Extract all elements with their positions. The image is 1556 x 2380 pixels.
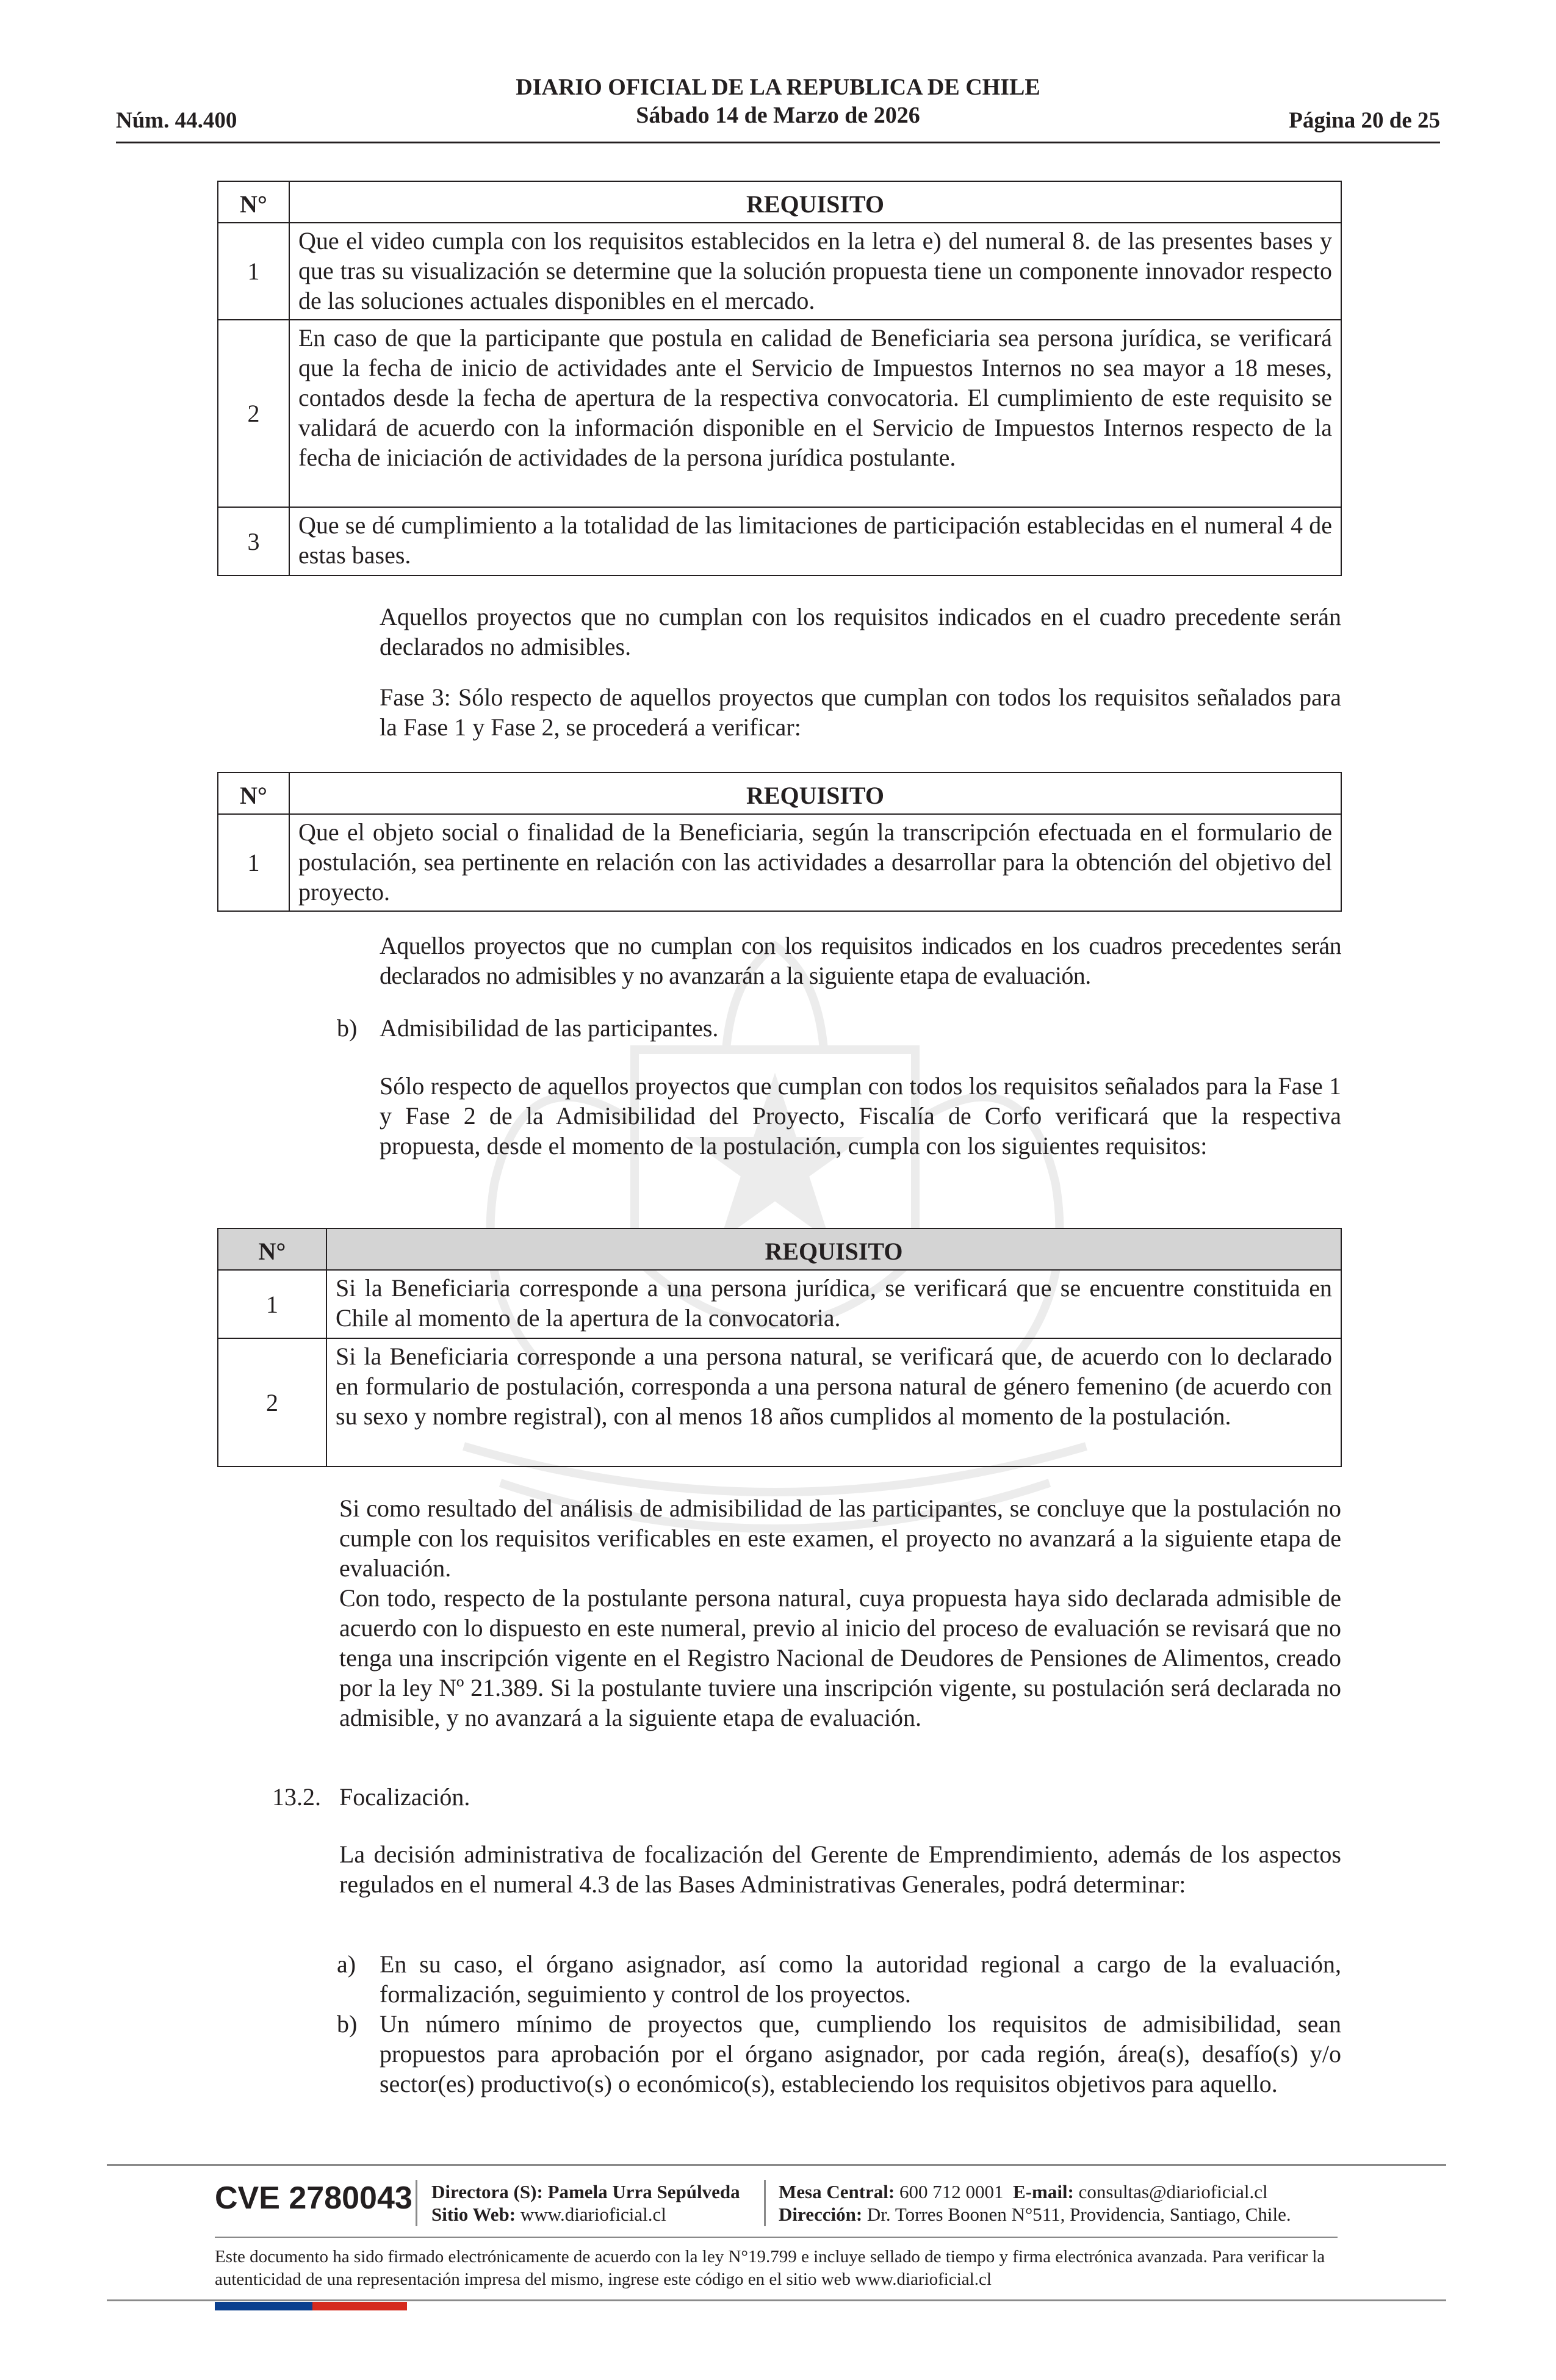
paragraph: Sólo respecto de aquellos proyectos que cumplan con todos los requisitos señalados para la Fase 1 y Fase 2 de la Admisibilidad del Proyecto, Fiscalía de Corfo verificará que la respectiva propuesta, desde el momento de la postulación, cumpla con los siguientes requisitos:: [380, 1072, 1341, 1159]
email-label: E-mail:: [1013, 2181, 1074, 2202]
column-header-requirement: REQUISITO: [326, 1228, 1341, 1270]
phone-label: Mesa Central:: [779, 2181, 895, 2202]
director-label: Directora (S):: [431, 2181, 543, 2202]
email-link[interactable]: consultas@diarioficial.cl: [1078, 2181, 1268, 2202]
address-value: Dr. Torres Boonen N°511, Providencia, Santiago, Chile.: [866, 2204, 1291, 2225]
address-label: Dirección:: [779, 2204, 863, 2225]
page-header: [116, 73, 1440, 145]
row-requirement: Que el video cumpla con los requisitos establecidos en la letra e) del numeral 8. de las presentes bases y que tras su visualización se determine que la solución propuesta tiene un componente innovador respecto de las soluciones actuales disponibles en el mercado.: [289, 223, 1341, 320]
paragraph: Fase 3: Sólo respecto de aquellos proyectos que cumplan con todos los requisitos señalados para la Fase 1 y Fase 2, se procederá a verificar:: [380, 683, 1341, 741]
page-indicator: Página 20 de 25: [1289, 108, 1440, 133]
table-row: [218, 507, 1341, 575]
column-header-requirement: REQUISITO: [289, 773, 1341, 814]
flag-stripe-blue: [215, 2302, 312, 2310]
column-header-number: N°: [218, 181, 289, 223]
list-item-b: [337, 1013, 1341, 1043]
requirements-table-3: [217, 1228, 1342, 1467]
row-requirement: Si la Beneficiaria corresponde a una persona natural, se verificará que, de acuerdo con lo declarado en formulario de postulación, corresponda a una persona natural de género femenino (de acuerdo con su sexo y nombre registral), con al menos 18 años cumplidos al momento de la postulación.: [326, 1338, 1341, 1466]
header-center: [116, 73, 1440, 129]
cve-code: CVE 2780043: [215, 2180, 412, 2216]
footer-contact-block: [779, 2180, 1291, 2226]
header-rule: [116, 142, 1440, 143]
flag-stripe-red: [312, 2302, 407, 2310]
bottom-rule: [107, 2299, 1446, 2301]
list-item-text: Admisibilidad de las participantes.: [380, 1014, 719, 1042]
paragraph: Con todo, respecto de la postulante persona natural, cuya propuesta haya sido declarada admisible de acuerdo con lo dispuesto en este numeral, previo al inicio del proceso de evaluación se revisará que no tenga una inscripción vigente en el Registro Nacional de Deudores de Pensiones de Alimentos, creado por la ley Nº 21.389. Si la postulante tuviere una inscripción vigente, su postulación será declarada no admisible, y no avanzará a la siguiente etapa de evaluación.: [339, 1584, 1341, 1731]
row-number: 2: [218, 320, 289, 507]
paragraph: Aquellos proyectos que no cumplan con los requisitos indicados en el cuadro precedente serán declarados no admisibles.: [380, 603, 1341, 660]
column-header-number: N°: [218, 773, 289, 814]
column-header-number: N°: [218, 1228, 326, 1270]
list-item-text: Un número mínimo de proyectos que, cumpliendo los requisitos de admisibilidad, sean propuestos para aprobación por el órgano asignador, por cada región, área(s), desafío(s) y/o sector(es) productivo(s) o económico(s), estableciendo los requisitos objetivos para aquello.: [380, 2010, 1341, 2097]
row-number: 1: [218, 1270, 326, 1338]
issue-date: Sábado 14 de Marzo de 2026: [636, 103, 920, 128]
row-number: 1: [218, 223, 289, 320]
director-name: Pamela Urra Sepúlveda: [547, 2181, 740, 2202]
section-heading-13-2: [272, 1782, 1341, 1812]
table-row: [218, 1338, 1341, 1466]
list-item-b2: [337, 2009, 1341, 2099]
table-row: [218, 1270, 1341, 1338]
list-item-label: b): [337, 2010, 358, 2038]
requirements-table-2: [217, 772, 1342, 912]
footer-inner-rule: [215, 2237, 1338, 2238]
column-header-requirement: REQUISITO: [289, 181, 1341, 223]
row-requirement: En caso de que la participante que postula en calidad de Beneficiaria sea persona jurídica, se verificará que la fecha de inicio de actividades ante el Servicio de Impuestos Internos no sea mayor a 18 meses, contados desde la fecha de apertura de la respectiva convocatoria. El cumplimiento de este requisito se validará de acuerdo con la información disponible en el Servicio de Impuestos Internos respecto de la fecha de iniciación de actividades de la persona jurídica postulante.: [289, 320, 1341, 507]
issue-number: Núm. 44.400: [116, 108, 237, 133]
row-number: 2: [218, 1338, 326, 1466]
row-requirement: Si la Beneficiaria corresponde a una persona jurídica, se verificará que se encuentre constituida en Chile al momento de la apertura de la convocatoria.: [326, 1270, 1341, 1338]
list-item-label: a): [337, 1950, 356, 1978]
footer-director-block: [431, 2180, 740, 2226]
section-number: 13.2.: [272, 1783, 321, 1811]
paragraph: Aquellos proyectos que no cumplan con los requisitos indicados en los cuadros precedentes serán declarados no admisibles y no avanzarán a la siguiente etapa de evaluación.: [380, 932, 1341, 989]
list-item-a: [337, 1949, 1341, 2009]
table-row: [218, 814, 1341, 911]
paragraph: Si como resultado del análisis de admisibilidad de las participantes, se concluye que la postulación no cumple con los requisitos verificables en este examen, el proyecto no avanzará a la siguiente etapa de evaluación.: [339, 1495, 1341, 1582]
newspaper-title: DIARIO OFICIAL DE LA REPUBLICA DE CHILE: [516, 74, 1040, 100]
footer-divider: [764, 2180, 766, 2226]
web-label: Sitio Web:: [431, 2204, 516, 2225]
footer-rule: [107, 2164, 1446, 2166]
table-row: [218, 320, 1341, 507]
table-header-row: [218, 181, 1341, 223]
row-number: 1: [218, 814, 289, 911]
row-requirement: Que se dé cumplimiento a la totalidad de las limitaciones de participación establecidas en el numeral 4 de estas bases.: [289, 507, 1341, 575]
web-link[interactable]: www.diarioficial.cl: [520, 2204, 666, 2225]
list-item-label: b): [337, 1014, 358, 1042]
phone-value: 600 712 0001: [899, 2181, 1004, 2202]
row-number: 3: [218, 507, 289, 575]
paragraph: La decisión administrativa de focalización del Gerente de Emprendimiento, además de los aspectos regulados en el numeral 4.3 de las Bases Administrativas Generales, podrá determinar:: [339, 1841, 1341, 1898]
legal-notice: Este documento ha sido firmado electrónicamente de acuerdo con la ley N°19.799 e incluye sellado de tiempo y firma electrónica avanzada. Para verificar la autenticidad de una representación impresa del mismo, ingrese este código en el sitio web www.diarioficial.cl: [215, 2247, 1325, 2289]
table-header-row: [218, 1228, 1341, 1270]
requirements-table-1: [217, 181, 1342, 576]
footer-divider: [416, 2180, 417, 2226]
row-requirement: Que el objeto social o finalidad de la Beneficiaria, según la transcripción efectuada en el formulario de postulación, sea pertinente en relación con las actividades a desarrollar para la obtención del objetivo del proyecto.: [289, 814, 1341, 911]
section-title: Focalización.: [339, 1783, 470, 1811]
table-header-row: [218, 773, 1341, 814]
list-item-text: En su caso, el órgano asignador, así como la autoridad regional a cargo de la evaluación, formalización, seguimiento y control de los proyectos.: [380, 1950, 1341, 2008]
table-row: [218, 223, 1341, 320]
